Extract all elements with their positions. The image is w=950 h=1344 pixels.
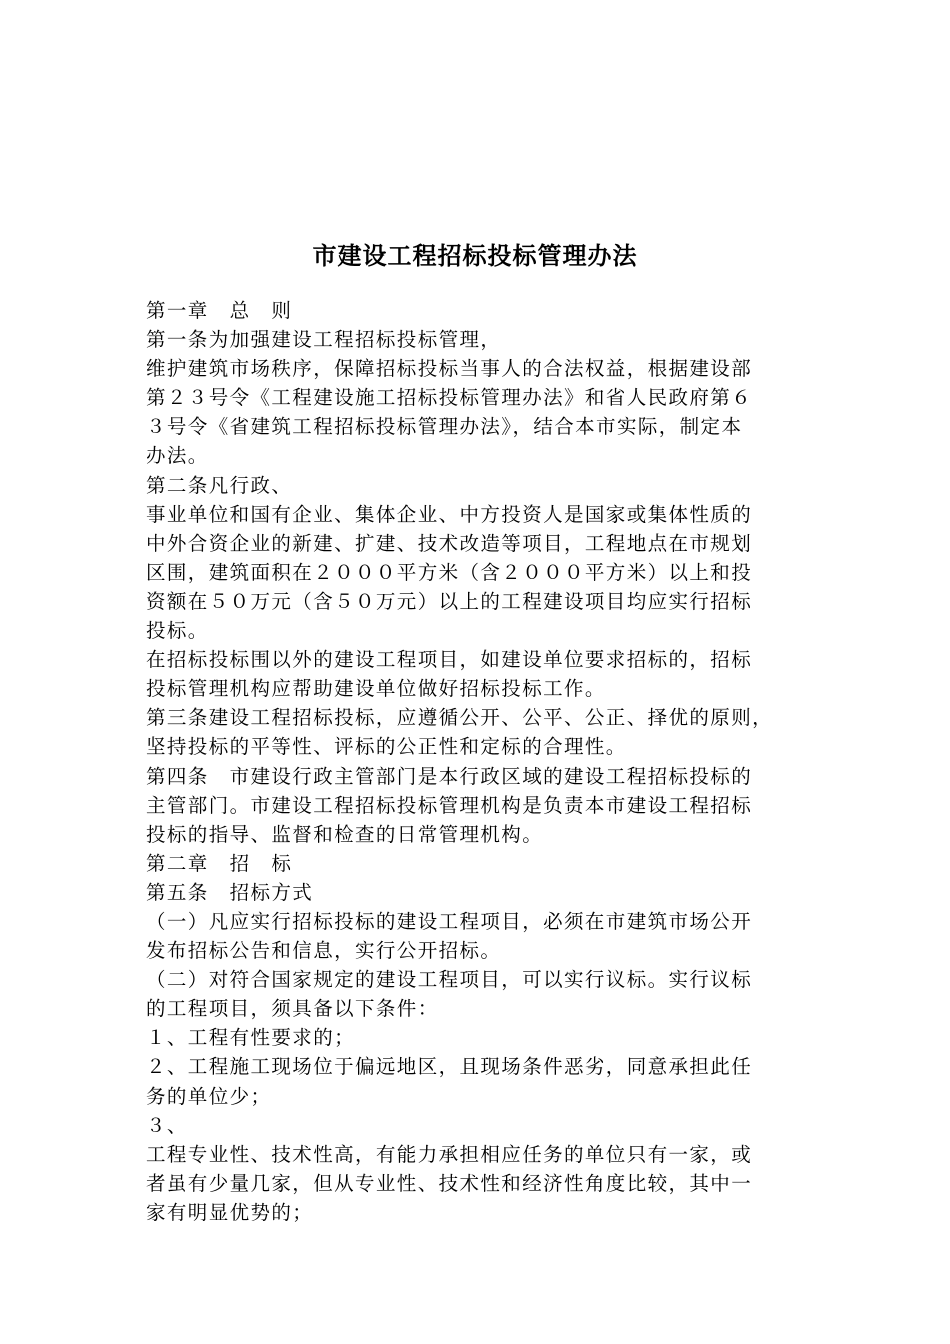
text-line: 事业单位和国有企业、集体企业、中方投资人是国家或集体性质的 bbox=[146, 502, 753, 526]
document-body bbox=[146, 296, 810, 1227]
text-line: （一）凡应实行招标投标的建设工程项目，必须在市建筑市场公开 bbox=[146, 909, 753, 933]
text-line: 第二条凡行政、 bbox=[146, 473, 293, 497]
text-line: １、工程有性要求的； bbox=[146, 1026, 356, 1050]
text-line: 维护建筑市场秩序，保障招标投标当事人的合法权益，根据建设部 bbox=[146, 357, 753, 381]
text-line: 办法。 bbox=[146, 444, 209, 468]
text-line: 的工程项目，须具备以下条件： bbox=[146, 997, 439, 1021]
text-line: 第五条 招标方式 bbox=[146, 880, 314, 904]
text-line: 投标管理机构应帮助建设单位做好招标投标工作。 bbox=[146, 677, 606, 701]
text-line: 在招标投标围以外的建设工程项目，如建设单位要求招标的，招标 bbox=[146, 648, 753, 672]
text-line: 中外合资企业的新建、扩建、技术改造等项目，工程地点在市规划 bbox=[146, 531, 753, 555]
text-line: 第一章 总 则 bbox=[146, 299, 293, 322]
text-line: 家有明显优势的； bbox=[146, 1200, 314, 1224]
text-line: 资额在５０万元（含５０万元）以上的工程建设项目均应实行招标 bbox=[146, 589, 753, 613]
text-line: ３、 bbox=[146, 1113, 188, 1137]
text-line: 工程专业性、技术性高，有能力承担相应任务的单位只有一家，或 bbox=[146, 1142, 753, 1166]
text-line: 坚持投标的平等性、评标的公正性和定标的合理性。 bbox=[146, 735, 627, 759]
text-line: 第２３号令《工程建设施工招标投标管理办法》和省人民政府第６ bbox=[146, 386, 753, 410]
text-line: 第四条 市建设行政主管部门是本行政区域的建设工程招标投标的 bbox=[146, 764, 753, 788]
text-line: 发布招标公告和信息，实行公开招标。 bbox=[146, 939, 502, 963]
text-line: 投标。 bbox=[146, 619, 209, 643]
text-line: （二）对符合国家规定的建设工程项目，可以实行议标。实行议标 bbox=[146, 968, 753, 992]
text-line: ３号令《省建筑工程招标投标管理办法》，结合本市实际，制定本 bbox=[146, 415, 743, 439]
text-line: 第三条建设工程招标投标，应遵循公开、公平、公正、择优的原则， bbox=[146, 706, 774, 730]
text-line: 主管部门。市建设工程招标投标管理机构是负责本市建设工程招标 bbox=[146, 793, 753, 817]
text-line: 投标的指导、监督和检查的日常管理机构。 bbox=[146, 822, 544, 846]
text-line: 者虽有少量几家，但从专业性、技术性和经济性角度比较，其中一 bbox=[146, 1171, 753, 1195]
document-title: 市建设工程招标投标管理办法 bbox=[312, 241, 638, 270]
text-line: 务的单位少； bbox=[146, 1084, 272, 1108]
text-line: 第二章 招 标 bbox=[146, 851, 293, 875]
text-line: ２、工程施工现场位于偏远地区，且现场条件恶劣，同意承担此任 bbox=[146, 1055, 753, 1079]
text-line: 区围，建筑面积在２０００平方米（含２０００平方米）以上和投 bbox=[146, 560, 753, 584]
text-line: 第一条为加强建设工程招标投标管理， bbox=[146, 328, 502, 352]
